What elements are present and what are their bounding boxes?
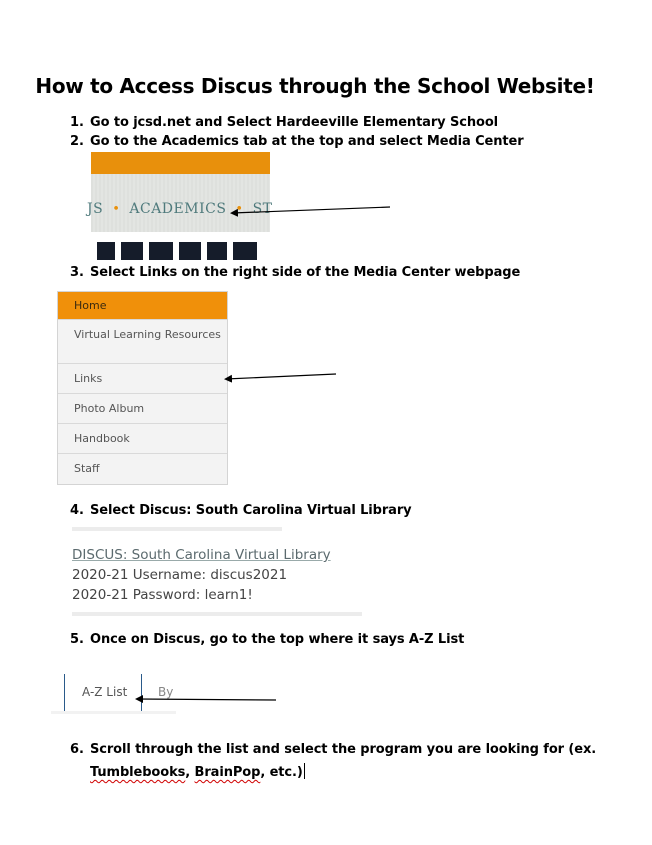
side-menu-item-handbook[interactable]: Handbook bbox=[58, 424, 227, 454]
step-text: Select Links on the right side of the Media Center webpage bbox=[90, 265, 521, 280]
spellcheck-word: Tumblebooks bbox=[90, 765, 186, 780]
step-number: 5. bbox=[70, 632, 84, 647]
discus-library-link[interactable]: DISCUS: South Carolina Virtual Library bbox=[72, 547, 331, 563]
step-text: , bbox=[185, 765, 195, 780]
nav-item-academics[interactable]: ACADEMICS bbox=[129, 201, 227, 217]
document-title: How to Access Discus through the School Website! bbox=[35, 74, 595, 98]
discus-password: 2020-21 Password: learn1! bbox=[72, 587, 253, 603]
step-text: Scroll through the list and select the program you are looking for (ex. bbox=[90, 742, 597, 757]
side-menu-item-links[interactable]: Links bbox=[58, 364, 227, 394]
tab-by[interactable]: By bbox=[158, 685, 174, 699]
step-number: 4. bbox=[70, 503, 84, 518]
nav-item-partial-left: JS bbox=[87, 201, 104, 217]
arrow-icon bbox=[137, 699, 276, 700]
step-text: Go to the Academics tab at the top and select Media Center bbox=[90, 134, 524, 149]
side-menu-item-staff[interactable]: Staff bbox=[74, 462, 100, 475]
step-number: 2. bbox=[70, 134, 84, 149]
step-number: 6. bbox=[70, 742, 84, 757]
step-text: Go to jcsd.net and Select Hardeeville Elementary School bbox=[90, 115, 499, 130]
discus-username: 2020-21 Username: discus2021 bbox=[72, 567, 288, 583]
step-number: 3. bbox=[70, 265, 84, 280]
side-menu-item-virtual-learning[interactable]: Virtual Learning Resources bbox=[58, 320, 227, 364]
arrow-icon bbox=[226, 374, 336, 379]
tab-a-z-list[interactable]: A-Z List bbox=[82, 685, 128, 699]
nav-dot-icon: • bbox=[112, 202, 121, 217]
step-number: 1. bbox=[70, 115, 84, 130]
side-menu-item-photo-album[interactable]: Photo Album bbox=[58, 394, 227, 424]
nav-dot-icon: • bbox=[235, 202, 244, 217]
side-menu-item-home[interactable]: Home bbox=[58, 292, 227, 320]
step-text: Once on Discus, go to the top where it says A-Z List bbox=[90, 632, 465, 647]
step-text: , etc.) bbox=[260, 765, 303, 780]
arrow-icon bbox=[232, 207, 390, 213]
nav-item-partial-right: ST bbox=[252, 201, 273, 217]
spellcheck-word: BrainPop bbox=[194, 765, 261, 780]
step-text: Select Discus: South Carolina Virtual Library bbox=[90, 503, 412, 518]
